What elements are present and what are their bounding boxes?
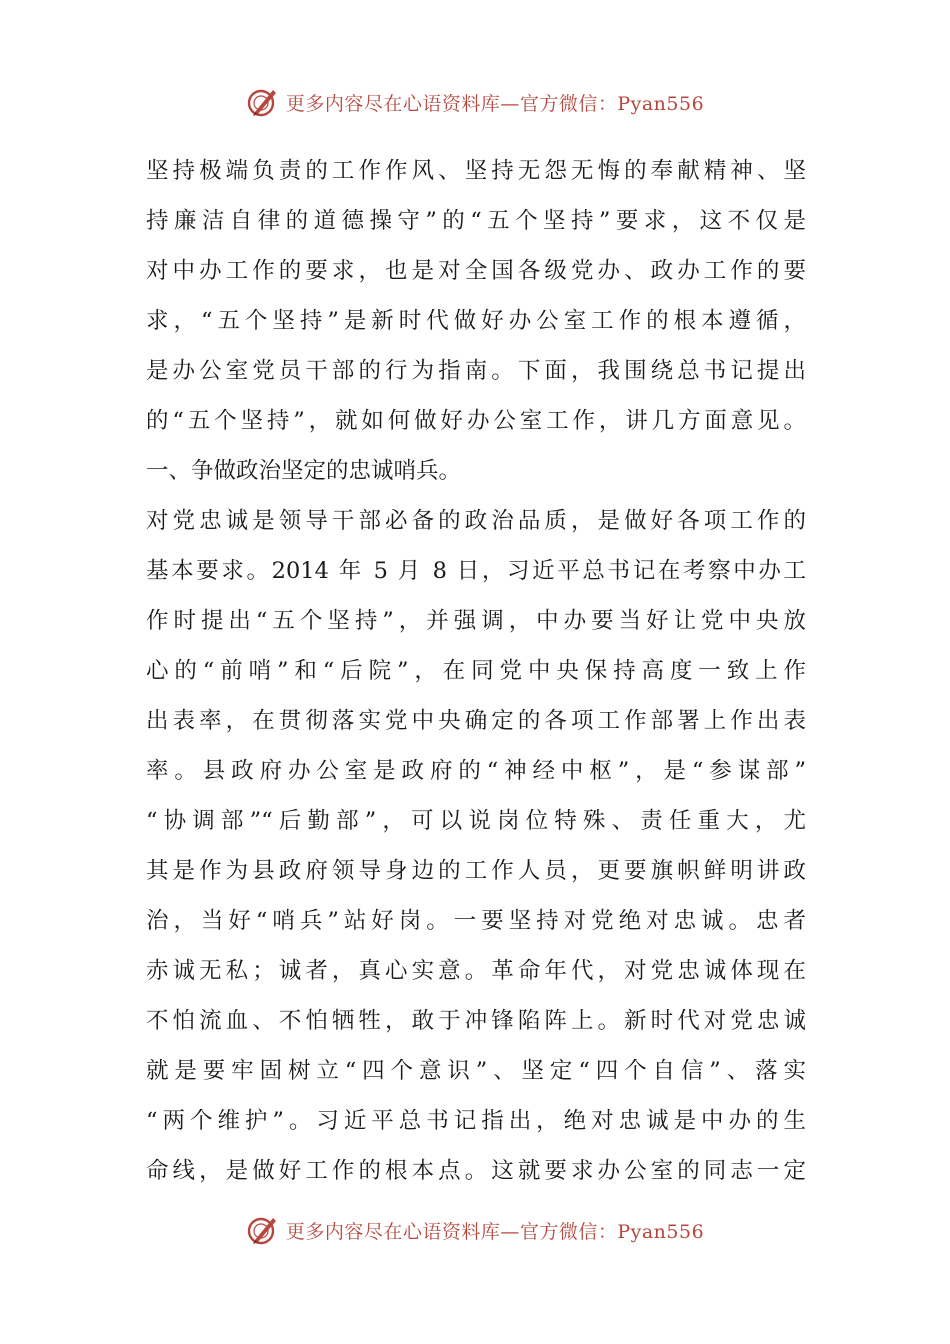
text-line: 率。县政府办公室是政府的“神经中枢”，是“参谋部” (146, 758, 806, 784)
text-line: 治，当好“哨兵”站好岗。一要坚持对党绝对忠诚。忠者 (146, 908, 806, 934)
footer-watermark (0, 1208, 950, 1252)
text-line: 的“五个坚持”，就如何做好办公室工作，讲几方面意见。 (146, 408, 806, 434)
text-line: “两个维护”。习近平总书记指出，绝对忠诚是中办的生 (146, 1108, 806, 1134)
header-watermark (0, 80, 950, 124)
text-line: “协调部”“后勤部”，可以说岗位特殊、责任重大，尤 (146, 808, 806, 834)
pen-circle-logo-icon (246, 85, 280, 119)
text-line: 是办公室党员干部的行为指南。下面，我围绕总书记提出 (146, 358, 806, 384)
text-line: 求，“五个坚持”是新时代做好办公室工作的根本遵循， (146, 308, 806, 334)
text-line: 命线，是做好工作的根本点。这就要求办公室的同志一定 (146, 1158, 806, 1184)
text-line: 赤诚无私；诚者，真心实意。革命年代，对党忠诚体现在 (146, 958, 806, 984)
text-line: 心的“前哨”和“后院”，在同党中央保持高度一致上作 (146, 658, 806, 684)
text-line: 不怕流血、不怕牺牲，敢于冲锋陷阵上。新时代对党忠诚 (146, 1008, 806, 1034)
header-watermark-text: 更多内容尽在心语资料库—官方微信：Pyan556 (285, 92, 705, 115)
pen-circle-logo-icon (246, 1213, 280, 1247)
footer-watermark-text: 更多内容尽在心语资料库—官方微信：Pyan556 (285, 1220, 705, 1243)
text-line: 坚持极端负责的工作作风、坚持无怨无悔的奉献精神、坚 (146, 158, 806, 184)
text-line: 作时提出“五个坚持”，并强调，中办要当好让党中央放 (146, 608, 806, 634)
text-line: 一、争做政治坚定的忠诚哨兵。 (146, 458, 462, 484)
text-line: 对党忠诚是领导干部必备的政治品质，是做好各项工作的 (146, 508, 806, 534)
document-body (146, 146, 806, 1196)
text-line: 出表率，在贯彻落实党中央确定的各项工作部署上作出表 (146, 708, 806, 734)
text-line: 基本要求。2014 年 5 月 8 日，习近平总书记在考察中办工 (146, 558, 806, 584)
text-line: 持廉洁自律的道德操守”的“五个坚持”要求，这不仅是 (146, 208, 806, 234)
text-line: 其是作为县政府领导身边的工作人员，更要旗帜鲜明讲政 (146, 858, 806, 884)
text-line: 就是要牢固树立“四个意识”、坚定“四个自信”、落实 (146, 1058, 806, 1084)
text-line: 对中办工作的要求，也是对全国各级党办、政办工作的要 (146, 258, 806, 284)
